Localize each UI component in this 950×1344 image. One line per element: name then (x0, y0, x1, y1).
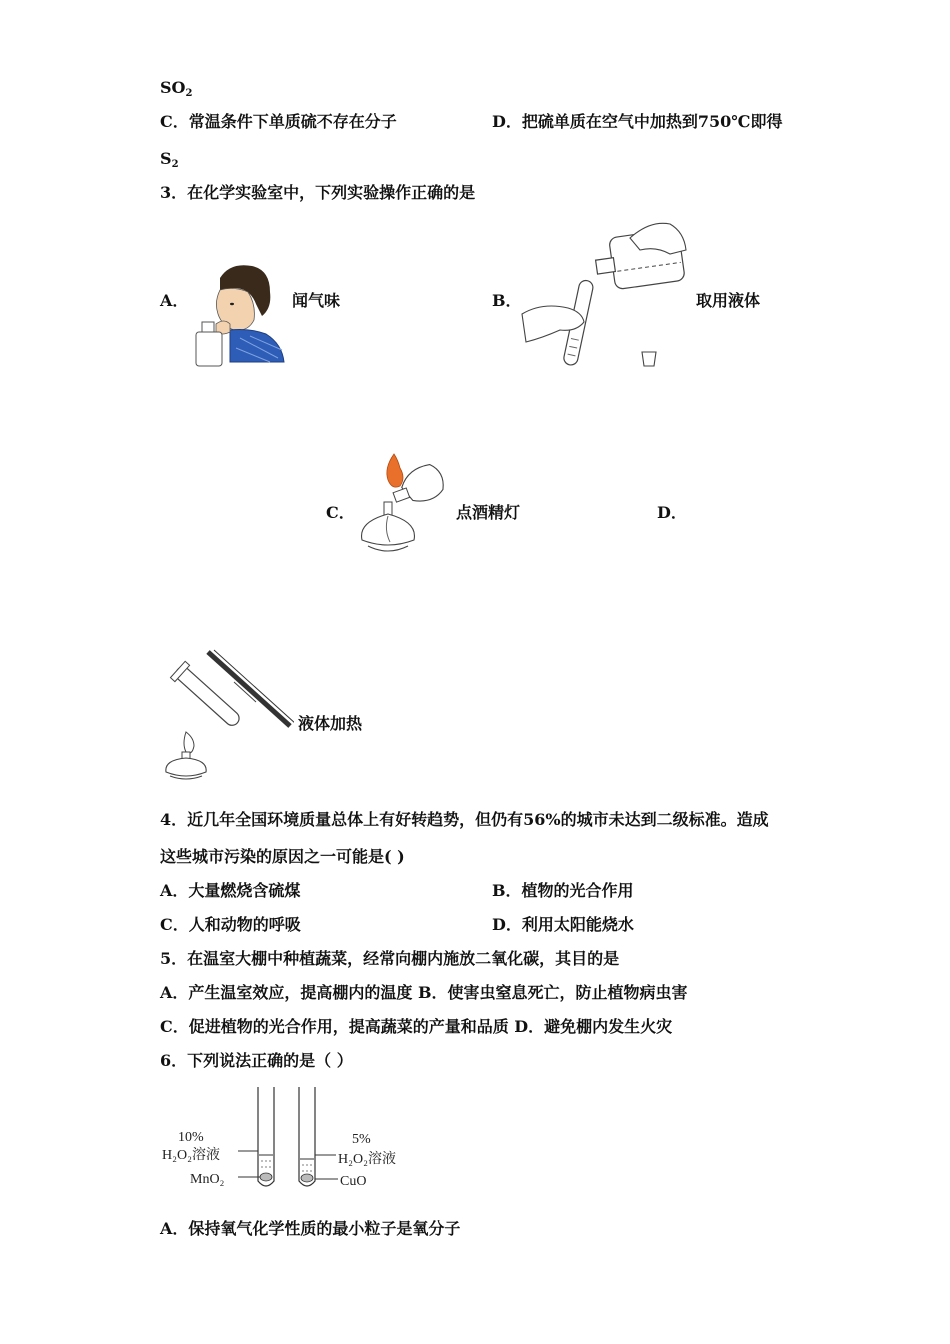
q3-option-c-caption: 点酒精灯 (456, 503, 521, 522)
so2-subscript: 2 (185, 88, 193, 99)
q3-stem: 3．在化学实验室中，下列实验操作正确的是 (160, 183, 476, 202)
so2-main: SO (160, 78, 186, 97)
q6-stem: 6．下列说法正确的是（ ） (160, 1051, 353, 1070)
q4-stem-line1: 4．近几年全国环境质量总体上有好转趋势，但仍有56%的城市未达到二级标准。造成 (160, 810, 769, 829)
q4-option-d: D．利用太阳能烧水 (492, 915, 634, 934)
prev-question-formula-s2 (160, 149, 179, 175)
prev-question-option-d: D．把硫单质在空气中加热到750℃即得 (492, 112, 783, 131)
q3-option-a-letter: A． (160, 291, 189, 310)
q4-option-c: C．人和动物的呼吸 (160, 915, 301, 934)
q4-option-b: B．植物的光合作用 (492, 881, 634, 900)
q5-options-cd: C．促进植物的光合作用，提高蔬菜的产量和品质 D．避免棚内发生火灾 (160, 1017, 673, 1036)
left-catalyst-label: MnO₂ (190, 1172, 225, 1187)
light-lamp-illustration (354, 450, 452, 560)
q3-option-c-letter: C． (326, 503, 355, 522)
q3-option-d-letter: D． (657, 503, 687, 522)
right-catalyst-label: CuO (340, 1174, 367, 1189)
smell-illustration (190, 258, 288, 370)
left-solution-label: H₂O₂溶液 (162, 1148, 220, 1163)
q6-option-a: A．保持氧气化学性质的最小粒子是氧分子 (160, 1219, 461, 1238)
left-percent-label: 10% (178, 1130, 204, 1145)
q5-stem: 5．在温室大棚中种植蔬菜，经常向棚内施放二氧化碳，其目的是 (160, 949, 620, 968)
heat-liquid-illustration (164, 648, 294, 782)
q3-option-b-letter: B． (492, 291, 522, 310)
q5-options-ab: A．产生温室效应，提高棚内的温度 B．使害虫窒息死亡，防止植物病虫害 (160, 983, 688, 1002)
q3-option-d-caption: 液体加热 (298, 714, 363, 733)
prev-question-formula-so2 (160, 78, 192, 104)
s2-subscript: 2 (171, 159, 179, 170)
q4-option-a: A．大量燃烧含硫煤 (160, 881, 301, 900)
q3-option-b-caption: 取用液体 (696, 291, 761, 310)
q4-stem-line2: 这些城市污染的原因之一可能是( ) (160, 847, 405, 866)
pour-liquid-illustration (520, 210, 695, 375)
right-percent-label: 5% (352, 1132, 371, 1147)
prev-question-option-c: C．常温条件下单质硫不存在分子 (160, 112, 397, 131)
s2-main: S (160, 149, 172, 168)
q3-option-a-caption: 闻气味 (292, 291, 341, 310)
right-solution-label: H₂O₂溶液 (338, 1152, 396, 1167)
catalyst-comparison-figure (160, 1085, 410, 1195)
